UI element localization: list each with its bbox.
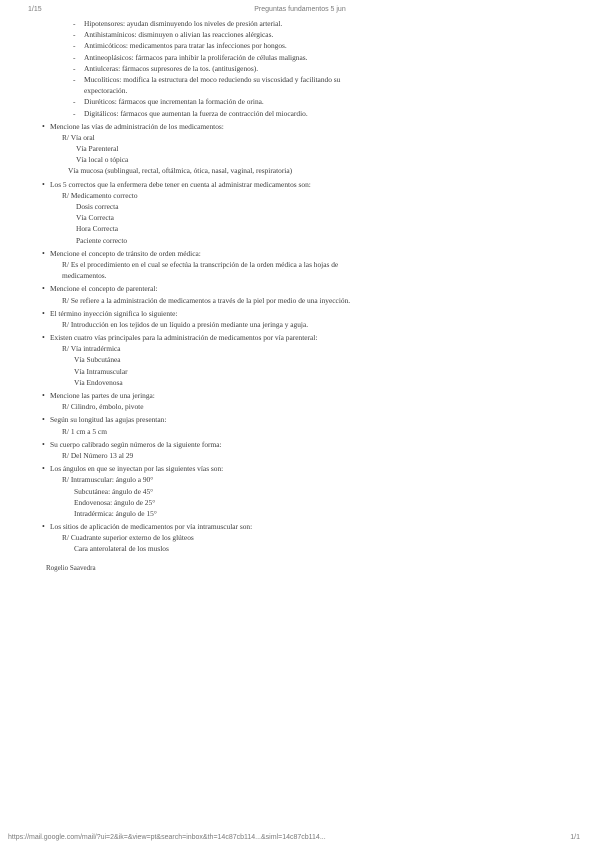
answer-item: Vía Intramuscular xyxy=(74,366,128,376)
answer-5: R/ Introducción en los tejidos de un líquido a presión mediante una jeringa y aguja. xyxy=(62,319,309,329)
print-header xyxy=(0,4,600,16)
document-body xyxy=(44,18,564,574)
answer-7: R/ Cilindro, émbolo, pivote xyxy=(62,402,144,412)
answer-4: R/ Se refiere a la administración de medicamentos a través de la piel por medio de una inyección. xyxy=(62,295,351,305)
answer-item: Dosis correcta xyxy=(76,202,119,211)
author-signature: Rogelio Saavedra xyxy=(46,563,96,572)
answer-item: Paciente correcto xyxy=(76,235,128,245)
question-6: • Existen cuatro vías principales para la administración de medicamentos por vía parenteral: xyxy=(42,333,318,343)
answer-10: R/ Intramuscular: ángulo a 90° xyxy=(62,475,154,485)
answer-item: Vía Correcta xyxy=(76,213,114,223)
list-item: - Antiulceras: fármacos supresores de la tos. (antitusígenos). xyxy=(73,63,259,73)
answer-11: R/ Cuadrante superior externo de los glúteos xyxy=(62,533,194,543)
answer-item: Vía Parenteral xyxy=(76,144,119,154)
question-1: • Mencione las vías de administración de los medicamentos: xyxy=(42,121,224,131)
answer-item: Vía local o tópica xyxy=(76,155,129,165)
answer-3: R/ Es el procedimiento en el cual se efectúa la transcripción de la orden médica a las hojas de xyxy=(62,259,339,269)
question-3: • Mencione el concepto de tránsito de orden médica: xyxy=(42,248,201,258)
print-date: 1/15 xyxy=(28,6,42,13)
answer-8: R/ 1 cm a 5 cm xyxy=(62,426,107,436)
question-4: • Mencione el concepto de parenteral: xyxy=(42,284,158,294)
list-item: - Antimicóticos: medicamentos para tratar las infecciones por hongos. xyxy=(73,41,287,51)
question-10: • Los ángulos en que se inyectan por las siguientes vías son: xyxy=(42,464,224,474)
answer-3-continuation: medicamentos. xyxy=(62,271,107,281)
answer-item: Vía Subcutánea xyxy=(74,355,121,365)
answer-item: Vía mucosa (sublingual, rectal, oftálmica, ótica, nasal, vaginal, respiratoria) xyxy=(68,166,293,176)
question-2: • Los 5 correctos que la enfermera debe tener en cuenta al administrar medicamentos son: xyxy=(42,179,311,189)
list-item: - Mucolíticos: modifica la estructura del moco reduciendo su viscosidad y facilitando su xyxy=(73,74,341,84)
list-item: - Diuréticos: fármacos que incrementan la formación de orina. xyxy=(73,97,264,107)
question-5: • El término inyección significa lo siguiente: xyxy=(42,308,178,318)
list-item: - Antineoplásicos: fármacos para inhibir la proliferación de células malignas. xyxy=(73,52,308,62)
question-8: • Según su longitud las agujas presentan: xyxy=(42,415,167,425)
print-url: https://mail.google.com/mail/?ui=2&ik=&view=pt&search=inbox&th=14c87cb114...&siml=14c87cb114... xyxy=(8,834,326,841)
print-footer xyxy=(0,832,600,844)
list-item: - Digitálicos: fármacos que aumentan la fuerza de contracción del miocardio. xyxy=(73,108,308,118)
answer-2: R/ Medicamento correcto xyxy=(62,190,138,200)
answer-item: Subcutánea: ángulo de 45° xyxy=(74,486,154,496)
answer-6: R/ Vía intradérmica xyxy=(62,344,121,354)
list-item: - Hipotensores: ayudan disminuyendo los niveles de presión arterial. xyxy=(73,19,283,28)
print-title: Preguntas fundamentos 5 jun xyxy=(254,6,346,13)
list-item-continuation: expectoración. xyxy=(84,86,128,96)
list-item: - Antihistamínicos: disminuyen o alivian las reacciones alérgicas. xyxy=(73,30,274,40)
answer-item: Hora Correcta xyxy=(76,224,119,234)
answer-item: Cara anterolateral de los muslos xyxy=(74,544,169,554)
question-11: • Los sitios de aplicación de medicamentos por vía intramuscular son: xyxy=(42,522,253,532)
question-7: • Mencione las partes de una jeringa: xyxy=(42,391,155,400)
answer-item: Intradérmica: ángulo de 15° xyxy=(74,508,157,518)
answer-9: R/ Del Número 13 al 29 xyxy=(62,450,134,460)
question-9: • Su cuerpo calibrado según números de la siguiente forma: xyxy=(42,439,222,449)
page-number: 1/1 xyxy=(570,834,580,841)
answer-1: R/ Vía oral xyxy=(62,132,95,142)
answer-item: Endovenosa: ángulo de 25° xyxy=(74,497,156,507)
answer-item: Vía Endovenosa xyxy=(74,377,123,387)
